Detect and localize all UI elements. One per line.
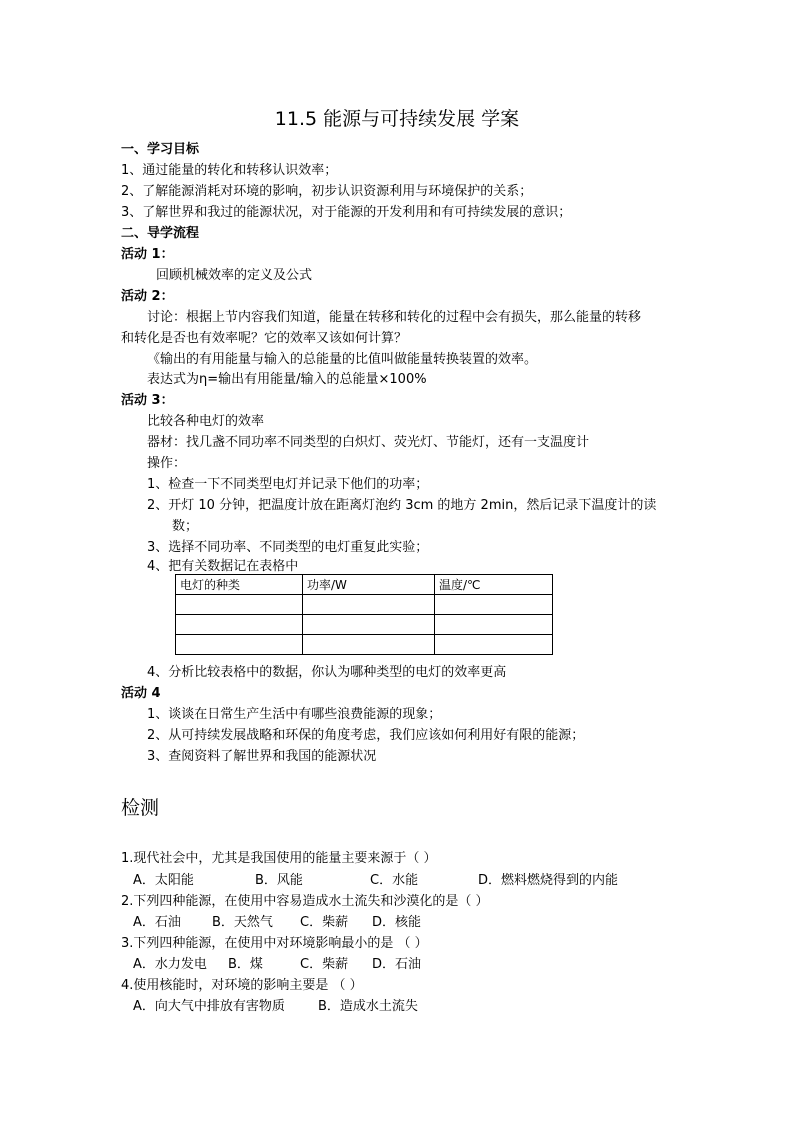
- question-option[interactable]: A．石油: [133, 915, 181, 930]
- activity-4-label: 活动 4: [121, 686, 161, 701]
- activity-2-label: 活动 2：: [121, 289, 174, 304]
- table-cell[interactable]: [176, 615, 303, 635]
- activity-4-item: 2、从可持续发展战略和环保的角度考虑，我们应该如何利用好有限的能源；: [147, 728, 585, 743]
- test-heading: 检测: [121, 797, 160, 819]
- activity-3-step: 3、选择不同功率、不同类型的电灯重复此实验；: [147, 540, 429, 555]
- question-option[interactable]: B．风能: [255, 873, 303, 888]
- table-cell[interactable]: [176, 595, 303, 615]
- question-option[interactable]: C．水能: [370, 873, 419, 888]
- objective-item: 3、了解世界和我过的能源状况，对于能源的开发利用和有可持续发展的意识；: [121, 205, 572, 220]
- question-option[interactable]: B．煤: [228, 957, 263, 972]
- activity-3-step: 4、把有关数据记在表格中: [147, 559, 299, 574]
- activity-3-step-cont: 数；: [172, 519, 199, 534]
- table-cell[interactable]: [303, 635, 435, 655]
- question-option[interactable]: D．燃料燃烧得到的内能: [478, 873, 619, 888]
- lamp-data-table: [175, 574, 553, 655]
- page-title: 11.5 能源与可持续发展 学案: [274, 108, 520, 130]
- section-heading-process: 二、导学流程: [121, 226, 200, 241]
- table-cell[interactable]: [176, 635, 303, 655]
- activity-2-discussion-cont: 和转化是否也有效率呢？它的效率又该如何计算？: [121, 331, 408, 346]
- table-cell[interactable]: [435, 595, 553, 615]
- question-option[interactable]: C．柴薪: [300, 915, 349, 930]
- table-cell[interactable]: [303, 615, 435, 635]
- activity-2-formula: 表达式为η=输出有用能量/输入的总能量×100%: [147, 372, 427, 387]
- activity-3-analysis: 4、分析比较表格中的数据，你认为哪种类型的电灯的效率更高: [147, 665, 507, 680]
- question-option[interactable]: B．造成水土流失: [318, 999, 418, 1014]
- question-stem: 3.下列四种能源，在使用中对环境影响最小的是 （ ）: [121, 936, 428, 951]
- table-header-row: [176, 575, 553, 595]
- table-row: [176, 635, 553, 655]
- question-option[interactable]: D．石油: [372, 957, 422, 972]
- table-row: [176, 615, 553, 635]
- activity-2-discussion: 讨论：根据上节内容我们知道，能量在转移和转化的过程中会有损失，那么能量的转移: [147, 310, 642, 325]
- activity-2-definition: 《输出的有用能量与输入的总能量的比值叫做能量转换装置的效率。: [147, 352, 538, 367]
- activity-3-step: 2、开灯 10 分钟，把温度计放在距离灯泡约 3cm 的地方 2min，然后记录下温度计的读: [147, 498, 657, 513]
- objective-item: 2、了解能源消耗对环境的影响，初步认识资源利用与环境保护的关系；: [121, 184, 533, 199]
- table-header: 电灯的种类: [176, 575, 303, 595]
- activity-3-step: 1、检查一下不同类型电灯并记录下他们的功率；: [147, 477, 429, 492]
- table-header: 温度/℃: [435, 575, 553, 595]
- question-stem: 1.现代社会中，尤其是我国使用的能量主要来源于（ ）: [121, 851, 437, 866]
- activity-3-materials: 器材：找几盏不同功率不同类型的白炽灯、荧光灯、节能灯，还有一支温度计: [147, 435, 590, 450]
- table-row: [176, 595, 553, 615]
- section-heading-objectives: 一、学习目标: [121, 142, 200, 157]
- question-option[interactable]: B．天然气: [212, 915, 273, 930]
- question-option[interactable]: C．柴薪: [300, 957, 349, 972]
- activity-4-item: 1、谈谈在日常生产生活中有哪些浪费能源的现象；: [147, 707, 442, 722]
- activity-3-label: 活动 3：: [121, 393, 174, 408]
- activity-3-topic: 比较各种电灯的效率: [147, 414, 265, 429]
- table-cell[interactable]: [303, 595, 435, 615]
- table-cell[interactable]: [435, 615, 553, 635]
- question-option[interactable]: A．向大气中排放有害物质: [133, 999, 285, 1014]
- question-option[interactable]: D．核能: [372, 915, 422, 930]
- activity-4-item: 3、查阅资料了解世界和我国的能源状况: [147, 749, 377, 764]
- question-option[interactable]: A．水力发电: [133, 957, 207, 972]
- activity-1-label: 活动 1：: [121, 247, 174, 262]
- question-stem: 2.下列四种能源，在使用中容易造成水土流失和沙漠化的是（ ）: [121, 894, 489, 909]
- activity-3-operation: 操作：: [147, 456, 187, 471]
- activity-1-text: 回顾机械效率的定义及公式: [156, 268, 313, 283]
- objective-item: 1、通过能量的转化和转移认识效率；: [121, 163, 338, 178]
- table-cell[interactable]: [435, 635, 553, 655]
- table-header: 功率/W: [303, 575, 435, 595]
- question-stem: 4.使用核能时，对环境的影响主要是 （ ）: [121, 978, 363, 993]
- question-option[interactable]: A．太阳能: [133, 873, 194, 888]
